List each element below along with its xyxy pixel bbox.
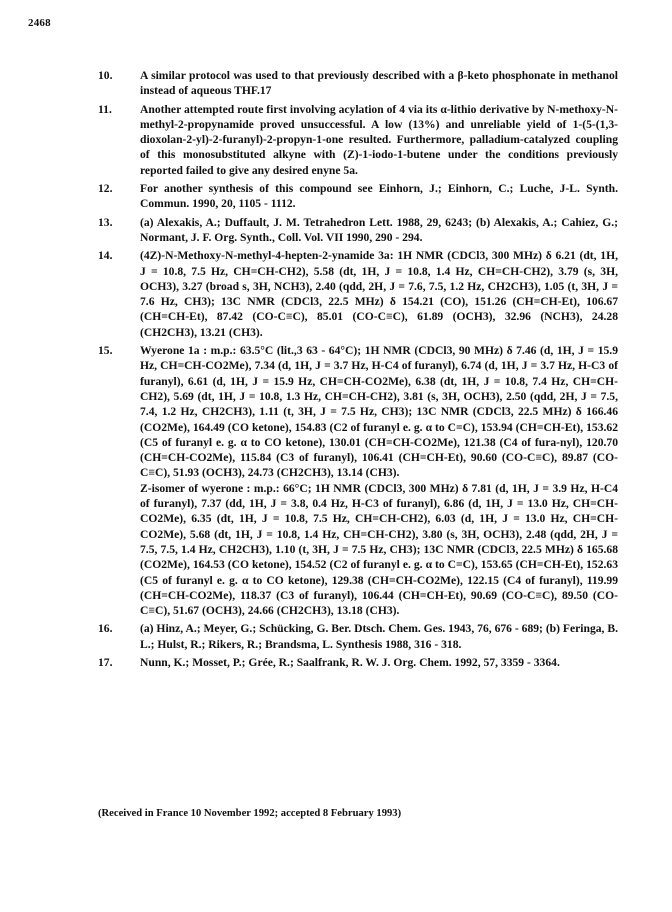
note-number: 11. — [98, 102, 112, 116]
note-number: 15. — [98, 344, 113, 358]
note-13 — [98, 215, 618, 246]
note-number: 17. — [98, 655, 113, 669]
note-number: 14. — [98, 249, 113, 263]
note-10 — [98, 68, 618, 99]
note-number: 12. — [98, 182, 113, 196]
note-text: For another synthesis of this compound see Einhorn, J.; Einhorn, C.; Luche, J-L. Synth. Commun. 1990, 20, 1105 - 1112. — [140, 182, 618, 211]
note-12 — [98, 181, 618, 212]
note-number: 13. — [98, 215, 113, 229]
note-14 — [98, 248, 618, 340]
received-line: (Received in France 10 November 1992; accepted 8 February 1993) — [98, 808, 402, 819]
note-text: Another attempted route first involving acylation of 4 via its α-lithio derivative by N-methoxy-N-methyl-2-propynamide proved unsuccessful. A low (13%) and unreliable yield of 1-(5-(1,3-dioxolan-2-yl)-2-furanyl)-2-propyn-1-one resulted. Furthermore, palladium-catalyzed coupling of this monosubstituted alkyne with (Z)-1-iodo-1-butene under the conditions previously reported failed to give any desired enyne 5a. — [140, 102, 618, 177]
notes-list — [98, 68, 618, 673]
page-number: 2468 — [28, 17, 51, 29]
note-number: 10. — [98, 69, 113, 82]
note-text: (a) Hinz, A.; Meyer, G.; Schücking, G. Ber. Dtsch. Chem. Ges. 1943, 76, 676 - 689; (b) Feringa, B. L.; Hulst, R.; Rikers, R.; Brandsma, L. Synthesis 1988, 316 - 318. — [140, 622, 618, 651]
note-text: Wyerone 1a : m.p.: 63.5°C (lit.,3 63 - 64°C); 1H NMR (CDCl3, 90 MHz) δ 7.46 (d, 1H, J = 15.9 Hz, CH=CH-CO2Me), 7.34 (d, 1H, J = 3.7 Hz, H-C4 of furanyl), 6.74 (d, 1H, J = 3.7 Hz, H-C3 of furanyl), 6.61 (d, 1H, J = 15.9 Hz, CH=CH-CO2Me), 6.38 (dt, 1H, J = 10.8, 7.4 Hz, CH=CH-CH2), 5.69 (dt, 1H, J = 10.8, 1.3 Hz, CH=CH-CH2), 3.81 (s, 3H, OCH3), 2.50 (qdd, 2H, J = 7.5, 7.4, 1.2 Hz, CH2CH3), 1.11 (t, 3H, J = 7.5 Hz, CH3); 13C NMR (CDCl3, 22.5 MHz) δ 166.46 (CO2Me), 164.49 (CO ketone), 154.83 (C2 of furanyl e. g. α to C=C), 153.94 (CH=CH-Et), 153.62 (C5 of furanyl e. g. α to CO ketone), 130.01 (CH=CH-CO2Me), 121.38 (C4 of fura-nyl), 120.70 (CH=CH-CO2Me), 115.84 (C3 of furanyl), 106.41 (CH=CH-Et), 90.60 (CO-C≡C), 89.87 (CO-C≡C), 51.93 (OCH3), 24.73 (CH2CH3), 13.14 (CH3). — [140, 344, 618, 480]
note-11 — [98, 102, 618, 178]
note-text: (a) Alexakis, A.; Duffault, J. M. Tetrahedron Lett. 1988, 29, 6243; (b) Alexakis, A.; Cahiez, G.; Normant, J. F. Org. Synth., Coll. Vol. VII 1990, 290 - 294. — [140, 215, 618, 244]
note-text: (4Z)-N-Methoxy-N-methyl-4-hepten-2-ynamide 3a: 1H NMR (CDCl3, 300 MHz) δ 6.21 (dt, 1H, J = 10.8, 7.5 Hz, CH=CH-CH2), 5.58 (dt, 1H, J = 10.8, 1.4 Hz, CH=CH-CH2), 3.79 (s, 3H, OCH3), 3.27 (broad s, 3H, NCH3), 2.40 (qdd, 2H, J = 7.6, 7.5, 1.2 Hz, CH2CH3), 1.05 (t, 3H, J = 7.6 Hz, CH3); 13C NMR (CDCl3, 22.5 MHz) δ 154.21 (CO), 151.26 (CH=CH-Et), 106.67 (CH=CH-Et), 87.42 (CO-C≡C), 85.01 (CO-C≡C), 61.89 (OCH3), 32.96 (NCH3), 24.28 (CH2CH3), 13.21 (CH3). — [140, 249, 618, 339]
note-16 — [98, 621, 618, 652]
note-number: 16. — [98, 622, 113, 636]
note-text-z-isomer: Z-isomer of wyerone : m.p.: 66°C; 1H NMR (CDCl3, 300 MHz) δ 7.81 (d, 1H, J = 3.9 Hz, H-C4 of furanyl), 7.37 (dd, 1H, J = 3.8, 0.4 Hz, H-C3 of furanyl), 6.86 (d, 1H, J = 13.0 Hz, CH=CH-CO2Me), 6.35 (dt, 1H, J = 10.8, 7.5 Hz, CH=CH-CH2), 6.03 (d, 1H, J = 13.0 Hz, CH=CH-CO2Me), 5.68 (dt, 1H, J = 10.8, 1.4 Hz, CH=CH-CH2), 3.80 (s, 3H, OCH3), 2.48 (qdd, 2H, J = 7.5, 7.5, 1.4 Hz, CH2CH3), 1.10 (t, 3H, J = 7.5 Hz, CH3); 13C NMR (CDCl3, 22.5 MHz) δ 165.68 (CO2Me), 164.53 (CO ketone), 154.52 (C2 of furanyl e. g. α to C=C), 153.65 (CH=CH-Et), 152.63 (C5 of furanyl e. g. α to CO ketone), 129.38 (CH=CH-CO2Me), 122.15 (C4 of furanyl), 119.99 (CH=CH-CO2Me), 118.37 (C3 of furanyl), 106.44 (CH=CH-Et), 90.69 (CO-C≡C), 89.50 (CO-C≡C), 51.67 (OCH3), 24.66 (CH2CH3), 13.18 (CH3). — [140, 481, 618, 618]
note-text: Nunn, K.; Mosset, P.; Grée, R.; Saalfrank, R. W. J. Org. Chem. 1992, 57, 3359 - 3364. — [140, 655, 560, 669]
note-15 — [98, 343, 618, 618]
note-17 — [98, 655, 618, 670]
note-text: A similar protocol was used to that previously described with a β-keto phosphonate in methanol instead of aqueous THF.17 — [140, 69, 618, 98]
